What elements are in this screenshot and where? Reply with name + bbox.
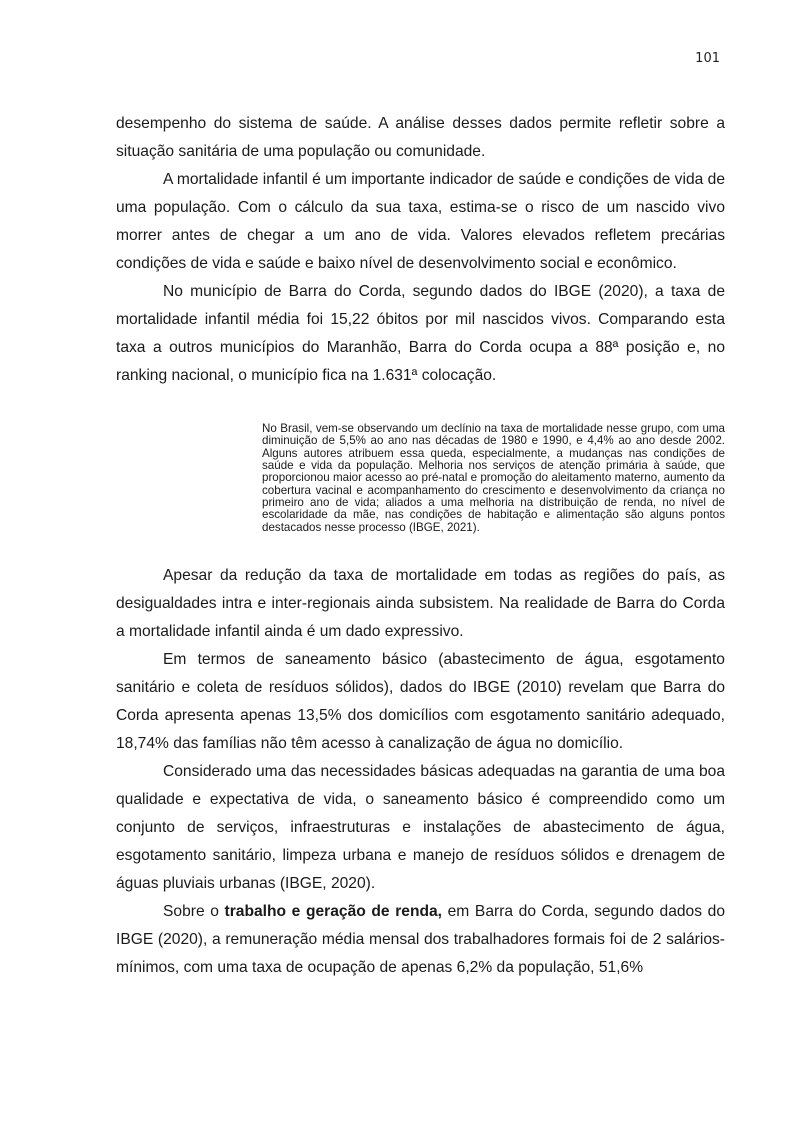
paragraph-regional-inequality: Apesar da redução da taxa de mortalidade em todas as regiões do país, as desigualdades intra e inter-regionais ainda subsistem. Na realidade de Barra do Corda a mortalidade infantil ainda é um dado expressivo. bbox=[116, 567, 725, 641]
paragraph-work-income bbox=[116, 898, 725, 982]
page-number: 101 bbox=[695, 51, 720, 66]
work-income-bold-term: trabalho e geração de renda, bbox=[224, 903, 443, 921]
block-quote-ibge: No Brasil, vem-se observando um declínio na taxa de mortalidade nesse grupo, com uma diminuição de 5,5% ao ano nas décadas de 1980 e 1990, e 4,4% ao ano desde 2002. Alguns autores atribuem essa queda, especialmente, a mudanças nas condições de saúde e vida da população. Melhoria nos serviços de atenção primária à saúde, que proporcionou maior acesso ao pré-natal e promoção do aleitamento materno, aumento da cobertura vacinal e acompanhamento do crescimento e desenvolvimento da criança no primeiro ano de vida; aliados a uma melhoria na distribuição de renda, no nível de escolaridade da mãe, nas condições de habitação e alimentação são alguns pontos destacados nesse processo (IBGE, 2021). bbox=[262, 422, 725, 534]
paragraph-infant-mortality-indicator: A mortalidade infantil é um importante indicador de saúde e condições de vida de uma população. Com o cálculo da sua taxa, estima-se o risco de um nascido vivo morrer antes de chegar a um ano de vida. Valores elevados refletem precárias condições de vida e saúde e baixo nível de desenvolvimento social e econômico. bbox=[116, 171, 725, 272]
work-income-rest: em Barra do Corda, segundo dados do IBGE (2020), a remuneração média mensal dos trabalhadores formais foi de 2 salários-mínimos, com uma taxa de ocupação de apenas 6,2% da população, 51,6% bbox=[116, 903, 725, 977]
paragraph-sanitation-data: Em termos de saneamento básico (abastecimento de água, esgotamento sanitário e coleta de resíduos sólidos), dados do IBGE (2010) revelam que Barra do Corda apresenta apenas 13,5% dos domicílios com esgotamento sanitário adequado, 18,74% das famílias não têm acesso à canalização de água no domicílio. bbox=[116, 651, 725, 753]
paragraph-sanitation-definition: Considerado uma das necessidades básicas adequadas na garantia de uma boa qualidade e expectativa de vida, o saneamento básico é compreendido como um conjunto de serviços, infraestruturas e instalações de abastecimento de água, esgotamento sanitário, limpeza urbana e manejo de resíduos sólidos e drenagem de águas pluviais urbanas (IBGE, 2020). bbox=[116, 763, 725, 893]
paragraph-barra-do-corda-mortality: No município de Barra do Corda, segundo dados do IBGE (2020), a taxa de mortalidade infantil média foi 15,22 óbitos por mil nascidos vivos. Comparando esta taxa a outros municípios do Maranhão, Barra do Corda ocupa a 88ª posição e, no ranking nacional, o município fica na 1.631ª colocação. bbox=[116, 283, 725, 384]
paragraph-health-system: desempenho do sistema de saúde. A análise desses dados permite refletir sobre a situação sanitária de uma população ou comunidade. bbox=[116, 115, 725, 160]
work-income-lead: Sobre o bbox=[163, 903, 225, 921]
page-body bbox=[116, 110, 725, 982]
